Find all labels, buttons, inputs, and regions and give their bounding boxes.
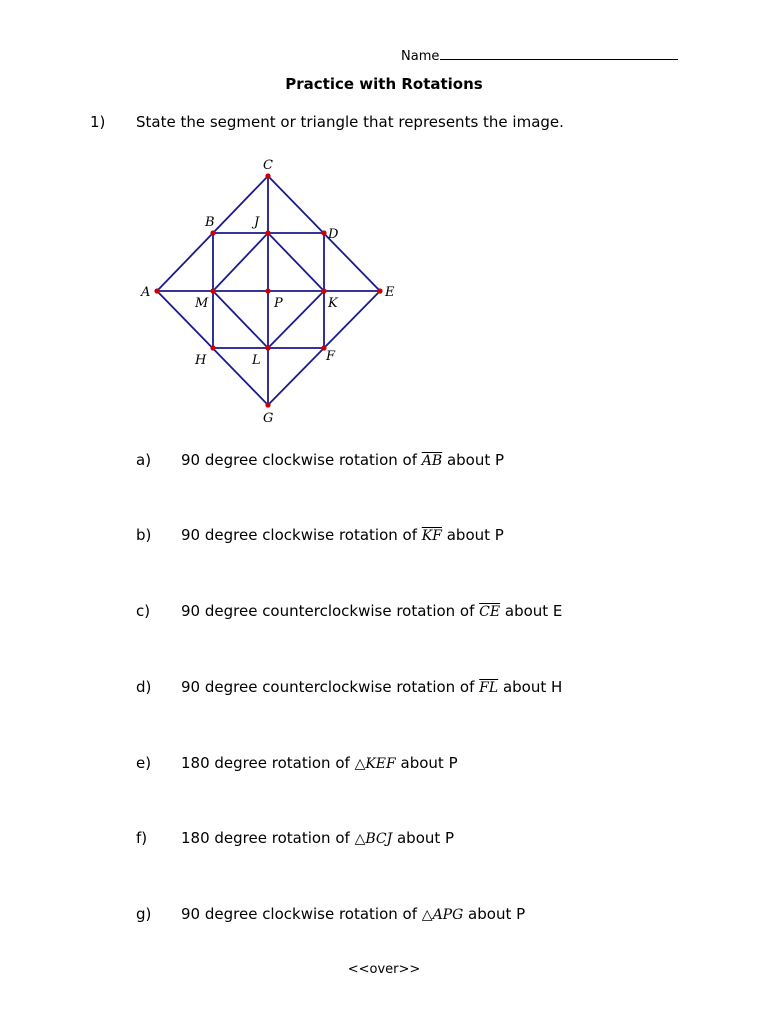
item-text (181, 754, 458, 772)
item-prefix: 90 degree counterclockwise rotation of (181, 602, 480, 620)
point-K (321, 288, 326, 293)
item-prefix: 90 degree clockwise rotation of (181, 451, 422, 469)
item-text (181, 451, 504, 469)
segment-name: $\overline{CE}$ (479, 604, 501, 620)
question-number: 1) (90, 113, 106, 131)
point-M (210, 288, 215, 293)
point-P (265, 288, 270, 293)
item-letter: a) (136, 451, 152, 469)
item-letter: b) (136, 526, 152, 544)
item-letter: e) (136, 754, 152, 772)
label-B: B (205, 215, 215, 230)
point-H (210, 345, 215, 350)
point-E (377, 288, 382, 293)
footer-over: <<over>> (347, 962, 421, 977)
label-F: F (326, 349, 336, 364)
item-prefix: 180 degree rotation of (181, 754, 355, 772)
label-C: C (263, 158, 273, 173)
item-text (181, 526, 504, 544)
segment-MJ (213, 233, 268, 291)
label-M: M (195, 296, 209, 311)
triangle-name: KEF (365, 756, 396, 772)
triangle-symbol: △ (421, 907, 433, 923)
segment-name: $\overline{FL}$ (479, 680, 499, 696)
point-A (154, 288, 159, 293)
item-prefix: 90 degree clockwise rotation of (181, 905, 422, 923)
label-J: J (254, 215, 260, 230)
triangle-symbol: △ (354, 756, 366, 772)
label-D: D (328, 227, 339, 242)
item-suffix: about P (463, 905, 526, 923)
item-prefix: 90 degree counterclockwise rotation of (181, 678, 480, 696)
label-G: G (263, 411, 274, 426)
triangle-name: APG (432, 907, 464, 923)
item-suffix: about P (441, 526, 504, 544)
item-letter: f) (136, 829, 148, 847)
item-suffix: about H (498, 678, 563, 696)
item-letter: d) (136, 678, 152, 696)
rotation-diagram (0, 0, 768, 440)
item-text (181, 905, 525, 923)
item-suffix: about P (392, 829, 455, 847)
segment-name: $\overline{AB}$ (421, 453, 443, 469)
item-suffix: about E (500, 602, 563, 620)
point-J (265, 230, 270, 235)
item-letter: g) (136, 905, 152, 923)
point-G (265, 402, 270, 407)
label-E: E (385, 285, 395, 300)
label-A: A (141, 285, 151, 300)
triangle-symbol: △ (354, 831, 366, 847)
item-suffix: about P (442, 451, 505, 469)
label-K: K (328, 296, 338, 311)
page-title: Practice with Rotations (285, 75, 483, 93)
segment-name: $\overline{KF}$ (421, 528, 442, 544)
item-suffix: about P (395, 754, 458, 772)
item-text (181, 829, 454, 847)
name-label: Name (401, 49, 440, 64)
point-B (210, 230, 215, 235)
item-text (181, 602, 562, 620)
item-letter: c) (136, 602, 151, 620)
triangle-name: BCJ (365, 831, 393, 847)
item-prefix: 180 degree rotation of (181, 829, 355, 847)
label-P: P (274, 296, 283, 311)
label-H: H (195, 353, 207, 368)
segment-JK (268, 233, 324, 291)
label-L: L (252, 353, 261, 368)
segment-LM (213, 291, 268, 348)
point-D (321, 230, 326, 235)
question-prompt: State the segment or triangle that represents the image. (136, 113, 564, 131)
item-text (181, 678, 562, 696)
point-L (265, 345, 270, 350)
item-prefix: 90 degree clockwise rotation of (181, 526, 422, 544)
point-C (265, 173, 270, 178)
